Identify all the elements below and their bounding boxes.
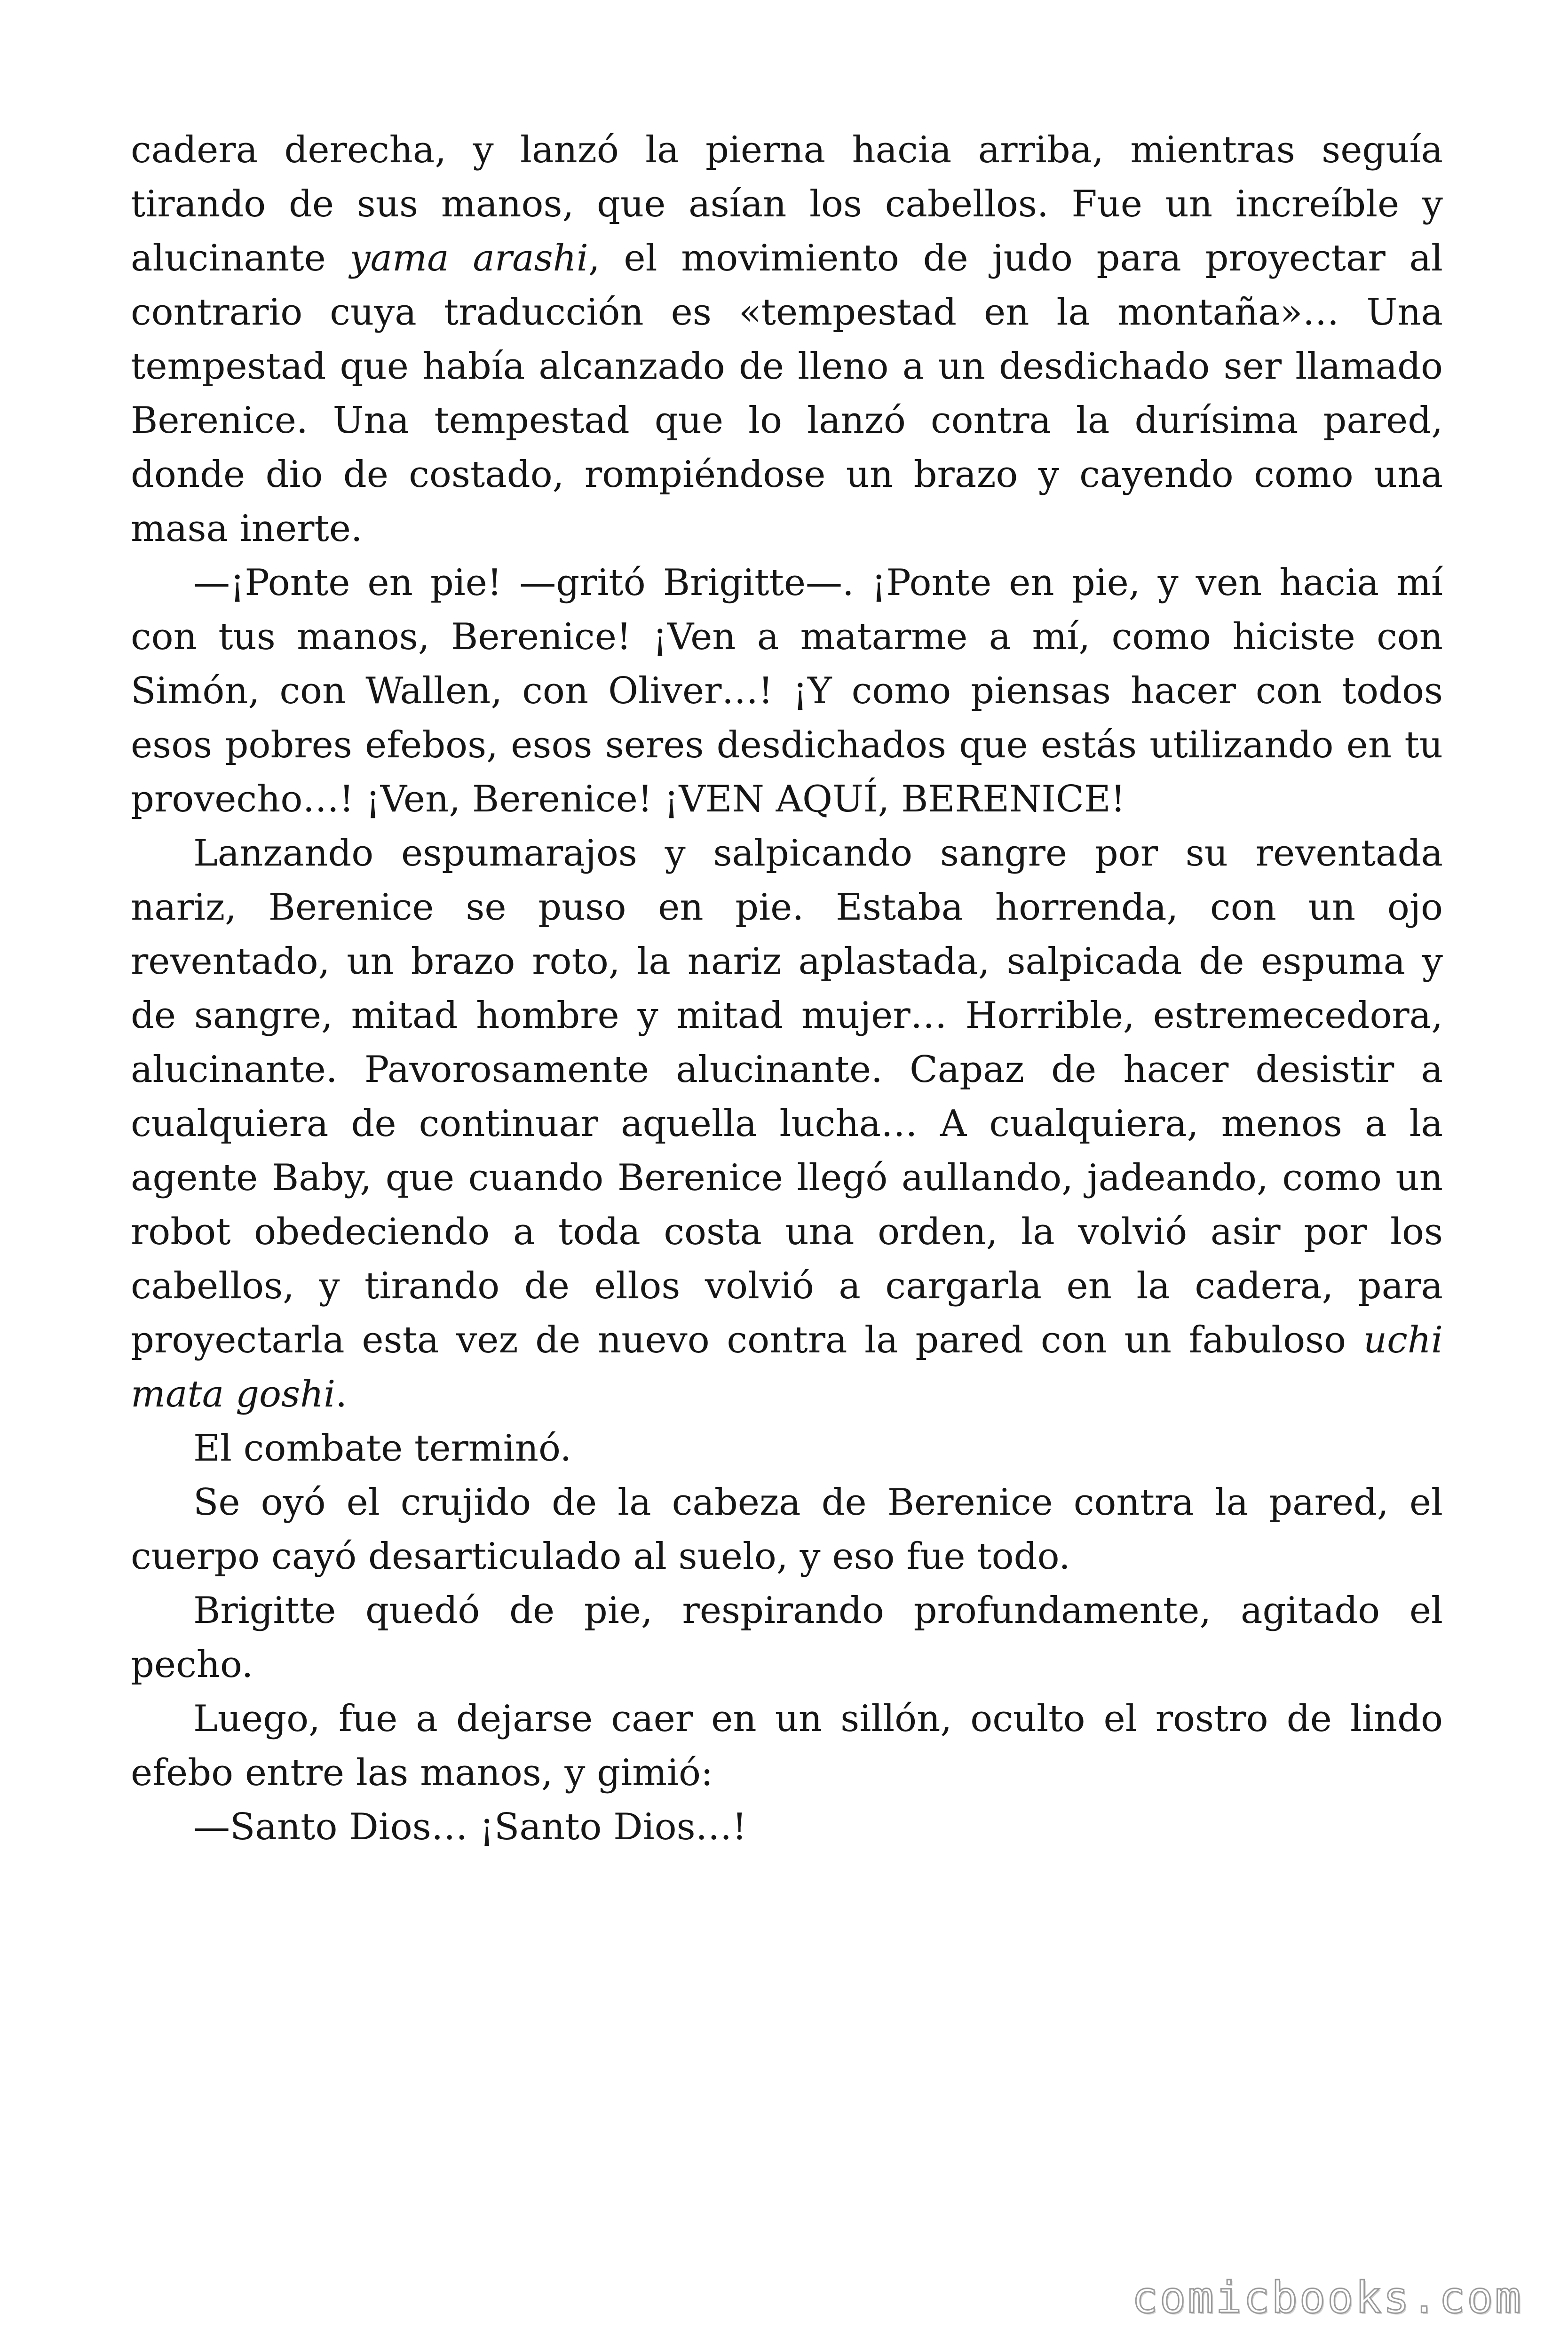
text-segment: , el movimiento de judo para proyectar al contrario cuya traducción es «tempestad en la montaña»… Una tempestad que había alcanzado de lleno a un desdichado ser llamado Berenice. Una tempestad que lo lanzó contra la durísima pared, donde dio de costado, rompiéndose un brazo y cayendo como una masa inerte. [131, 237, 1443, 550]
italic-phrase: yama arashi [349, 237, 588, 279]
text-segment: cadera derecha, y lanzó la pierna hacia arriba, mientras seguía tirando de sus manos, que asían los cabellos. Fue un increíble y alucinante [131, 129, 1443, 279]
paragraph [131, 1422, 1443, 1476]
body-text [131, 123, 1443, 1854]
text-segment: Brigitte quedó de pie, respirando profundamente, agitado el pecho. [131, 1589, 1443, 1686]
text-segment: Lanzando espumarajos y salpicando sangre por su reventada nariz, Berenice se puso en pie. Estaba horrenda, con un ojo reventado, un brazo roto, la nariz aplastada, salpicada de espuma y de sangre, mitad hombre y mitad mujer… Horrible, estremecedora, alucinante. Pavorosamente alucinante. Capaz de hacer desistir a cualquiera de continuar aquella lucha… A cualquiera, menos a la agente Baby, que cuando Berenice llegó aullando, jadeando, como un robot obedeciendo a toda costa una orden, la volvió asir por los cabellos, y tirando de ellos volvió a cargarla en la cadera, para proyectarla esta vez de nuevo contra la pared con un fabuloso [131, 832, 1443, 1361]
paragraph [131, 1584, 1443, 1692]
paragraph [131, 123, 1443, 556]
text-segment: Luego, fue a dejarse caer en un sillón, oculto el rostro de lindo efebo entre las manos, y gimió: [131, 1698, 1443, 1794]
paragraph [131, 826, 1443, 1422]
paragraph [131, 1476, 1443, 1584]
paragraph [131, 556, 1443, 826]
paragraph [131, 1692, 1443, 1800]
text-segment: El combate terminó. [193, 1427, 572, 1470]
italic-phrase: uchi mata goshi [131, 1319, 1443, 1415]
text-segment: . [335, 1373, 348, 1415]
paragraph [131, 1800, 1443, 1854]
text-segment: —¡Ponte en pie! —gritó Brigitte—. ¡Ponte en pie, y ven hacia mí con tus manos, Berenice! ¡Ven a matarme a mí, como hiciste con Simón, con Wallen, con Oliver…! ¡Y como piensas hacer con todos esos pobres efebos, esos seres desdichados que estás utilizando en tu provecho…! ¡Ven, Berenice! ¡VEN AQUÍ, BERENICE! [131, 562, 1443, 820]
text-segment: —Santo Dios… ¡Santo Dios…! [193, 1806, 747, 1848]
watermark: comicbooks.com [1132, 2273, 1523, 2323]
text-segment: Se oyó el crujido de la cabeza de Berenice contra la pared, el cuerpo cayó desarticulado al suelo, y eso fue todo. [131, 1481, 1443, 1578]
